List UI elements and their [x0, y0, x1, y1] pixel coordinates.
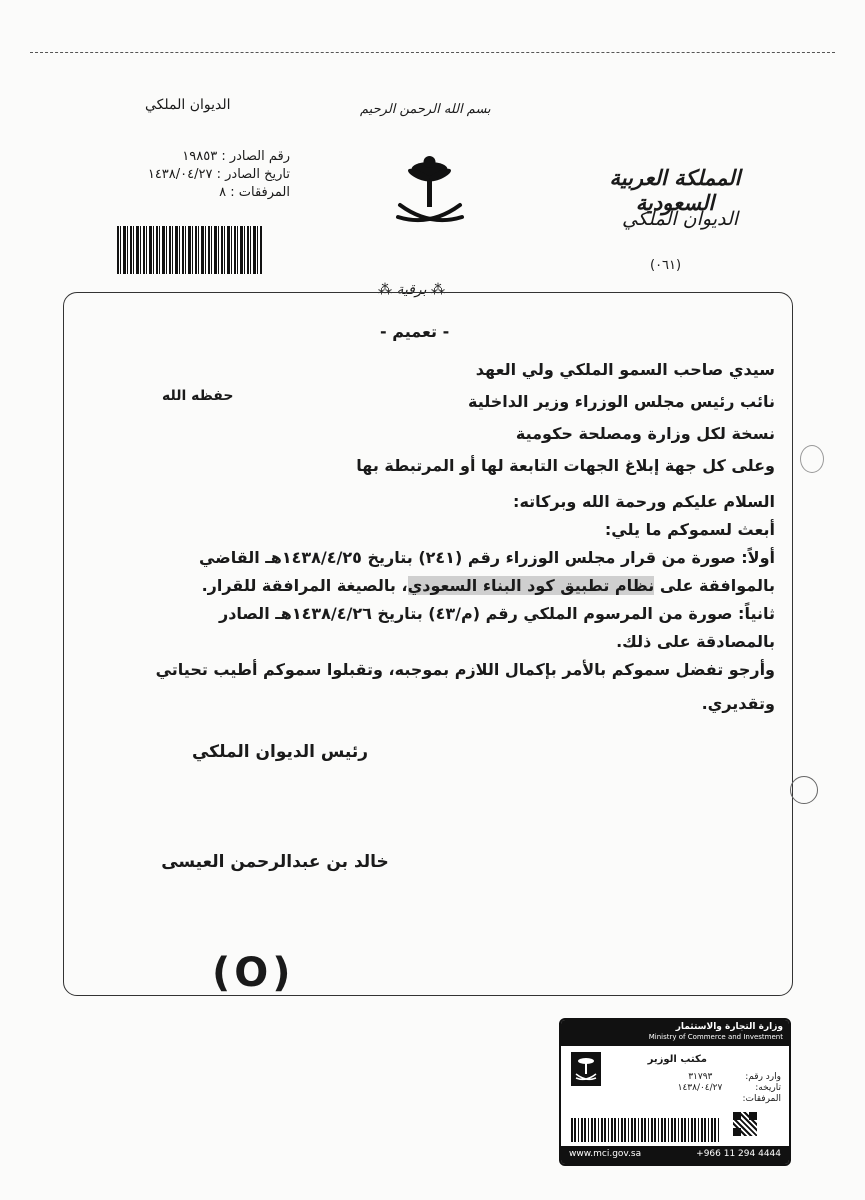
- stamp-ministry-ar: وزارة التجارة والاستثمار: [675, 1022, 783, 1032]
- circular-heading: - تعميم -: [380, 322, 450, 341]
- ref-date-value: ١٤٣٨/٠٤/٢٧: [147, 167, 213, 182]
- stamp-phone: +966 11 294 4444: [696, 1149, 781, 1159]
- document-code: (٠٦١): [650, 258, 682, 273]
- kingdom-title: المملكة العربية السعودية: [609, 165, 741, 215]
- stamp-ministry-en: Ministry of Commerce and Investment: [648, 1033, 783, 1041]
- stamp-barcode: [571, 1118, 721, 1142]
- attachments-row: [120, 184, 290, 202]
- stamp-date-row: [678, 1083, 781, 1094]
- stamp-header: [561, 1020, 789, 1046]
- stamp-website: www.mci.gov.sa: [569, 1149, 642, 1159]
- addressee-line-1: سيدي صاحب السمو الملكي ولي العهد: [475, 360, 775, 379]
- attachments-label: المرفقات :: [230, 185, 290, 200]
- ministry-incoming-stamp: [559, 1018, 791, 1166]
- reference-block: [120, 148, 290, 202]
- closing-line2: وتقديري.: [701, 694, 775, 713]
- ref-number-value: ١٩٨٥٣: [182, 149, 218, 164]
- saudi-emblem-icon: [392, 155, 468, 237]
- stamp-date-label: تاريخه:: [755, 1083, 781, 1093]
- addressee-line-2: نائب رئيس مجلس الوزراء وزير الداخلية: [467, 392, 775, 411]
- diwan-title: الديوان الملكي: [621, 208, 739, 230]
- stamp-fields: [678, 1072, 781, 1105]
- signer-title: رئيس الديوان الملكي: [191, 742, 369, 762]
- ref-date-label: تاريخ الصادر :: [216, 167, 290, 182]
- barqiya-text: برقية: [396, 282, 427, 298]
- stamp-attachments-row: [678, 1094, 781, 1105]
- item1-line1: أولاً: صورة من قرار مجلس الوزراء رقم (٢٤١) بتاريخ ١٤٣٨/٤/٢٥هـ القاضي: [199, 548, 775, 567]
- binder-hole-mark: [800, 445, 824, 473]
- greeting: السلام عليكم ورحمة الله وبركاته:: [513, 492, 775, 511]
- barqiya-ornament-left: ⁂: [426, 282, 445, 298]
- basmala: بسم الله الرحمن الرحيم: [360, 102, 491, 117]
- document-barcode: [117, 226, 262, 274]
- stamp-office: مكتب الوزير: [647, 1054, 707, 1065]
- stamp-attachments-label: المرفقات:: [742, 1094, 781, 1104]
- ref-number-label: رقم الصادر :: [221, 149, 290, 164]
- attachments-value: ٨: [219, 185, 227, 200]
- ref-date-row: [120, 166, 290, 184]
- stamp-qr-code: [733, 1112, 757, 1136]
- item2-line2: بالمصادقة على ذلك.: [616, 632, 775, 651]
- highlighted-regulation-name: نظام تطبيق كود البناء السعودي: [407, 576, 655, 595]
- diwan-top-left-label: الديوان الملكي: [145, 97, 231, 113]
- item1-line2: [202, 576, 775, 595]
- binder-hole-mark: [790, 776, 818, 804]
- hafazahu-allah: حفظه الله: [162, 388, 234, 404]
- signer-name: خالد بن عبدالرحمن العيسى: [161, 852, 389, 872]
- item1-line2-pre: بالموافقة على: [654, 576, 775, 595]
- stamp-incoming-row: [678, 1072, 781, 1083]
- intro-line: أبعث لسموكم ما يلي:: [604, 520, 775, 539]
- page-number-mark: (O): [212, 950, 295, 996]
- barqiya-ornament-right: ⁂: [378, 282, 397, 298]
- stamp-incoming-label: وارد رقم:: [745, 1072, 781, 1082]
- item1-line2-post: ، بالصيغة المرافقة للقرار.: [201, 576, 408, 595]
- stamp-footer: [561, 1146, 789, 1164]
- addressee-line-3: نسخة لكل وزارة ومصلحة حكومية: [515, 424, 775, 443]
- stamp-incoming-value: ٣١٧٩٣: [688, 1072, 713, 1082]
- stamp-date-value: ١٤٣٨/٠٤/٢٧: [677, 1083, 723, 1093]
- ref-number-row: [120, 148, 290, 166]
- addressee-line-4: وعلى كل جهة إبلاغ الجهات التابعة لها أو المرتبطة بها: [356, 456, 775, 475]
- item2-line1: ثانياً: صورة من المرسوم الملكي رقم (م/٤٣) بتاريخ ١٤٣٨/٤/٢٦هـ الصادر: [218, 604, 775, 623]
- stamp-emblem-icon: [571, 1052, 601, 1086]
- perforation-line: [30, 52, 835, 53]
- closing-line1: وأرجو تفضل سموكم بالأمر بإكمال اللازم بموجبه، وتقبلوا سموكم أطيب تحياتي: [155, 660, 775, 679]
